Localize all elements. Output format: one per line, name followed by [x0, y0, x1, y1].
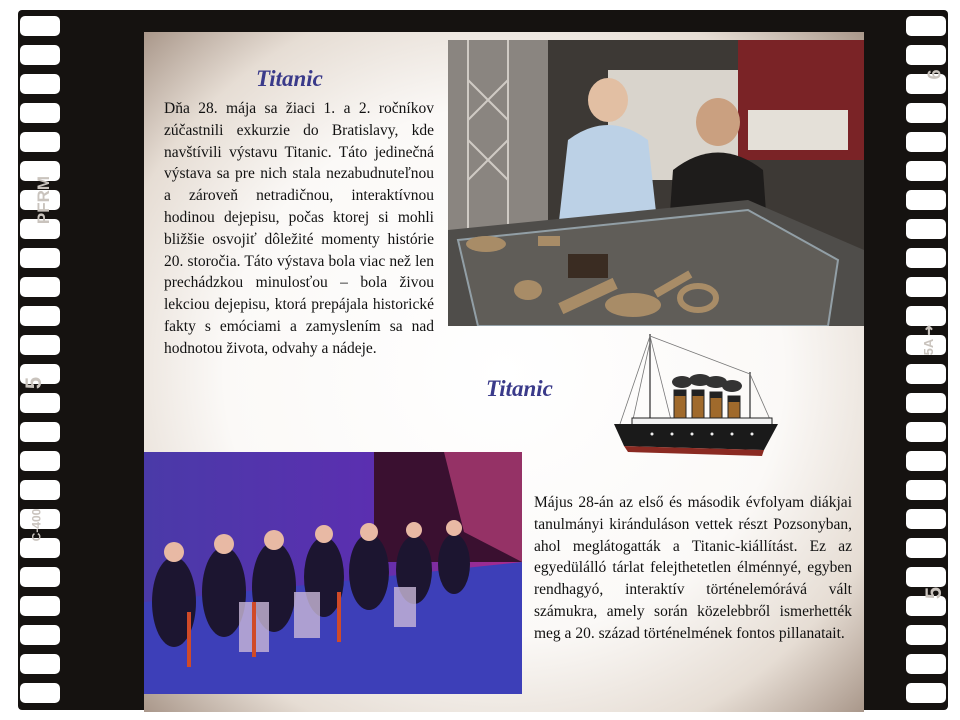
- film-hole: [906, 45, 946, 65]
- audience-photo: [144, 452, 522, 694]
- hungarian-title: Titanic: [486, 376, 553, 401]
- film-hole: [20, 567, 60, 587]
- film-hole: [906, 103, 946, 123]
- film-hole: [20, 248, 60, 268]
- film-hole: [20, 625, 60, 645]
- film-hole: [20, 480, 60, 500]
- film-hole: [20, 277, 60, 297]
- hungarian-text: Május 28-án az első és második évfolyam diákjai tanulmányi kiránduláson vettek részt Pozsonyban, ahol meglátogatták a Titanic-kiállítást. Ez az egyedülálló tárlat felejthetetlen élménnyé, egyben rendhagyó, interaktív történelemórává vált számukra, amely során közelebbről ismerhették meg a 20. század történelmének fontos pillanatait.: [534, 494, 852, 642]
- film-hole: [20, 596, 60, 616]
- film-hole: [20, 451, 60, 471]
- film-hole: [906, 219, 946, 239]
- film-label-number: 5: [21, 376, 47, 390]
- film-perforations-left: [18, 10, 62, 710]
- film-label-right-top: 6: [924, 69, 945, 80]
- slovak-title: Titanic: [256, 66, 323, 91]
- film-hole: [20, 16, 60, 36]
- film-hole: [906, 248, 946, 268]
- film-hole: [906, 190, 946, 210]
- film-hole: [906, 451, 946, 471]
- film-hole: [906, 683, 946, 703]
- film-hole: [20, 335, 60, 355]
- film-hole: [906, 567, 946, 587]
- film-label-right-bottom: 5: [920, 586, 946, 600]
- film-label-right-mid: 5A ➜: [921, 324, 936, 356]
- film-hole: [906, 625, 946, 645]
- film-hole: [20, 103, 60, 123]
- film-hole: [20, 45, 60, 65]
- film-frame: [144, 32, 864, 712]
- film-hole: [20, 132, 60, 152]
- film-hole: [20, 654, 60, 674]
- exhibition-photo: [448, 40, 864, 326]
- film-hole: [20, 74, 60, 94]
- film-hole: [906, 422, 946, 442]
- slovak-text: Dňa 28. mája sa žiaci 1. a 2. ročníkov zúčastnili exkurzie do Bratislavy, kde navštívili výstavu Titanic. Táto jedinečná výstava sa pre nich stala nezabudnuteľnou a zároveň netradičnou, interaktívnou hodinou dejepisu, počas ktorej si mohli bližšie osvojiť dôležité momenty histórie 20. storočia. Táto výstava bola viac než len prechádzkou minulosťou – bola živou lekciou dejepisu, ktorá prepájala historické fakty s emóciami a zamyslením sa nad hodnotou života, odvahy a nádeje.: [164, 100, 434, 357]
- film-hole: [906, 480, 946, 500]
- film-hole: [20, 422, 60, 442]
- film-hole: [906, 132, 946, 152]
- film-hole: [20, 683, 60, 703]
- film-hole: [906, 509, 946, 529]
- titanic-ship-icon: [612, 332, 782, 472]
- film-hole: [906, 161, 946, 181]
- film-hole: [906, 654, 946, 674]
- film-hole: [906, 538, 946, 558]
- film-hole: [906, 393, 946, 413]
- film-hole: [20, 306, 60, 326]
- film-hole: [20, 393, 60, 413]
- film-hole: [906, 277, 946, 297]
- film-label-pfrm: PFRM: [34, 175, 53, 225]
- film-hole: [906, 364, 946, 384]
- film-hole: [906, 16, 946, 36]
- film-label-code: C-400: [29, 508, 44, 542]
- film-strip: [18, 10, 948, 710]
